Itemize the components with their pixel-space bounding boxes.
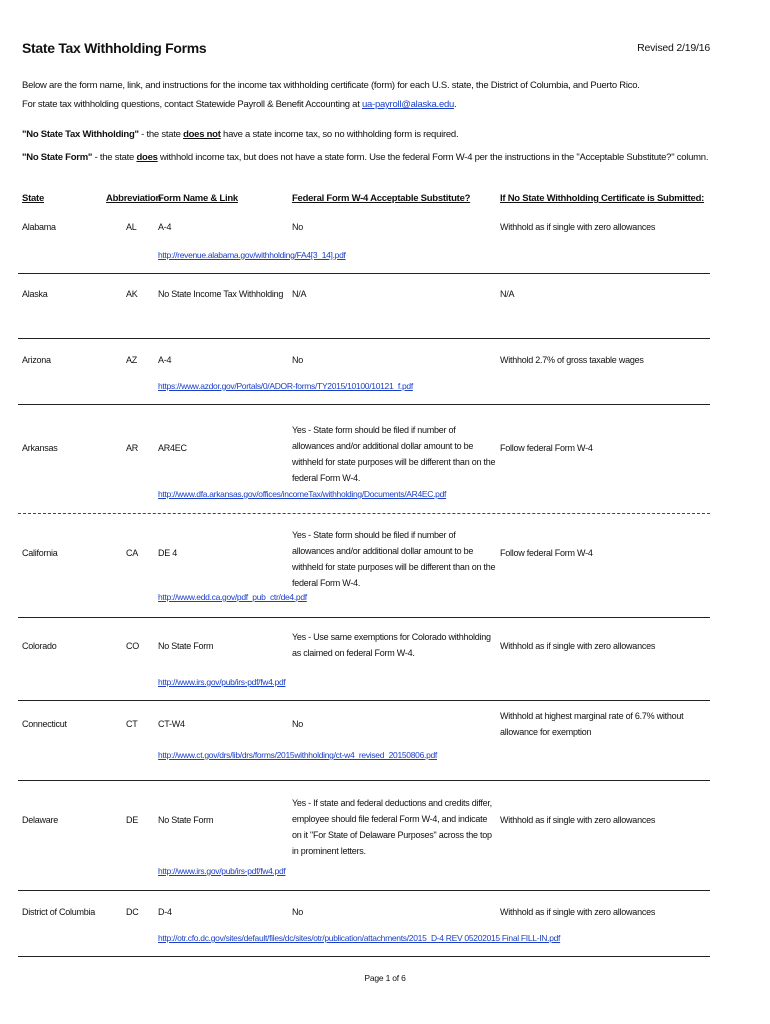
row-arizona-no-certificate: Withhold 2.7% of gross taxable wages <box>500 355 644 365</box>
row-alaska-abbr: AK <box>126 289 138 299</box>
row-california-form: DE 4 <box>158 548 178 558</box>
row-arizona-form: A-4 <box>158 355 172 365</box>
definition-term: "No State Tax Withholding" <box>22 129 139 140</box>
row-dc-federal: No <box>292 907 304 917</box>
row-california-no-certificate: Follow federal Form W-4 <box>500 548 593 558</box>
row-delaware-no-certificate: Withhold as if single with zero allowances <box>500 815 656 825</box>
contact-suffix: . <box>454 99 457 110</box>
row-divider <box>18 617 710 618</box>
row-arizona-url[interactable]: https://www.azdor.gov/Portals/0/ADOR-forms/TY2015/10100/10121_f.pdf <box>158 381 413 391</box>
row-arizona-abbr: AZ <box>126 355 138 365</box>
definition-text: - the state <box>138 129 184 140</box>
column-header-abbreviation: Abbreviation <box>106 193 162 204</box>
row-arkansas-form: AR4EC <box>158 443 187 453</box>
row-divider <box>18 890 710 891</box>
page-number: Page 1 of 6 <box>364 973 406 983</box>
row-alabama-no-certificate: Withhold as if single with zero allowances <box>500 222 656 232</box>
row-colorado-state: Colorado <box>22 641 57 651</box>
row-dc-no-certificate: Withhold as if single with zero allowances <box>500 907 656 917</box>
row-divider <box>18 338 710 339</box>
row-alabama-url[interactable]: http://revenue.alabama.gov/withholding/FA4[3_14].pdf <box>158 250 346 260</box>
row-connecticut-url[interactable]: http://www.ct.gov/drs/lib/drs/forms/2015withholding/ct-w4_revised_20150806.pdf <box>158 750 437 760</box>
row-alaska-form: No State Income Tax Withholding <box>158 289 284 299</box>
page-title: State Tax Withholding Forms <box>22 40 207 56</box>
row-dc-url[interactable]: http://otr.cfo.dc.gov/sites/default/files/dc/sites/otr/publication/attachments/2015_D-4 REV 05202015 Final FILL-IN.pdf <box>158 933 561 943</box>
revised-date: Revised 2/19/16 <box>637 42 710 54</box>
email-link[interactable]: ua-payroll@alaska.edu <box>361 99 455 110</box>
definition-no-withholding <box>22 129 458 140</box>
column-header-no-certificate: If No State Withholding Certificate is Submitted: <box>500 193 705 204</box>
definition-text: have a state income tax, so no withholding form is required. <box>220 129 459 140</box>
definition-text: withhold income tax, but does not have a state form. Use the federal Form W-4 per the instructions in the "Acceptable Substitute?" column. <box>157 152 709 163</box>
row-connecticut-form: CT-W4 <box>158 719 185 729</box>
row-connecticut-federal: No <box>292 719 304 729</box>
row-arizona-state: Arizona <box>22 355 51 365</box>
row-colorado-no-certificate: Withhold as if single with zero allowances <box>500 641 656 651</box>
row-divider <box>18 404 710 405</box>
row-delaware-abbr: DE <box>126 815 139 825</box>
row-divider <box>18 273 710 274</box>
row-colorado-form: No State Form <box>158 641 214 651</box>
contact-text: For state tax withholding questions, contact Statewide Payroll & Benefit Accounting at <box>22 99 362 110</box>
row-delaware-federal: Yes - If state and federal deductions and credits differ, employee should file federal Form W-4, and indicate on it "For State of Delaware Purposes" across the top in prominent letters. <box>292 798 492 856</box>
definition-emphasis: does <box>136 152 158 163</box>
row-arkansas-state: Arkansas <box>22 443 58 453</box>
column-header-form: Form Name & Link <box>158 193 238 204</box>
row-california-abbr: CA <box>126 548 139 558</box>
row-colorado-abbr: CO <box>126 641 139 651</box>
row-delaware-form: No State Form <box>158 815 214 825</box>
row-colorado-federal: Yes - Use same exemptions for Colorado withholding as claimed on federal Form W-4. <box>292 632 491 658</box>
row-divider <box>18 956 710 957</box>
definition-emphasis: does not <box>183 129 221 140</box>
definition-no-state-form <box>22 152 708 163</box>
row-divider <box>18 700 710 701</box>
row-divider <box>18 780 710 781</box>
row-alaska-federal: N/A <box>292 289 307 299</box>
column-header-state: State <box>22 193 44 204</box>
row-alaska-state: Alaska <box>22 289 48 299</box>
definition-term: "No State Form" <box>22 152 93 163</box>
row-delaware-state: Delaware <box>22 815 59 825</box>
row-alabama-federal: No <box>292 222 304 232</box>
row-arizona-federal: No <box>292 355 304 365</box>
row-connecticut-state: Connecticut <box>22 719 67 729</box>
intro-line-2 <box>22 99 456 110</box>
row-arkansas-no-certificate: Follow federal Form W-4 <box>500 443 593 453</box>
row-alabama-state: Alabama <box>22 222 56 232</box>
row-california-federal: Yes - State form should be filed if number of allowances and/or additional dollar amount to be withheld for state purposes will be different than on the federal Form W-4. <box>292 530 496 588</box>
intro-line-1: Below are the form name, link, and instructions for the income tax withholding certificate (form) for each U.S. state, the District of Columbia, and Puerto Rico. <box>22 80 640 91</box>
row-alabama-form: A-4 <box>158 222 172 232</box>
row-colorado-url[interactable]: http://www.irs.gov/pub/irs-pdf/fw4.pdf <box>158 677 286 687</box>
row-alabama-abbr: AL <box>126 222 137 232</box>
row-connecticut-no-certificate: Withhold at highest marginal rate of 6.7% without allowance for exemption <box>500 711 684 737</box>
row-dc-form: D-4 <box>158 907 172 917</box>
row-alaska-no-certificate: N/A <box>500 289 515 299</box>
row-connecticut-abbr: CT <box>126 719 138 729</box>
row-arkansas-federal: Yes - State form should be filed if number of allowances and/or additional dollar amount to be withheld for state purposes will be different than on the federal Form W-4. <box>292 425 496 483</box>
row-dc-abbr: DC <box>126 907 139 917</box>
definition-text: - the state <box>92 152 137 163</box>
row-dc-state: District of Columbia <box>22 907 96 917</box>
row-arkansas-url[interactable]: http://www.dfa.arkansas.gov/offices/incomeTax/withholding/Documents/AR4EC.pdf <box>158 489 447 499</box>
row-california-state: California <box>22 548 58 558</box>
column-header-federal: Federal Form W-4 Acceptable Substitute? <box>292 193 471 204</box>
row-delaware-url[interactable]: http://www.irs.gov/pub/irs-pdf/fw4.pdf <box>158 866 286 876</box>
row-arkansas-abbr: AR <box>126 443 139 453</box>
row-divider <box>18 513 710 514</box>
row-california-url[interactable]: http://www.edd.ca.gov/pdf_pub_ctr/de4.pdf <box>158 592 307 602</box>
